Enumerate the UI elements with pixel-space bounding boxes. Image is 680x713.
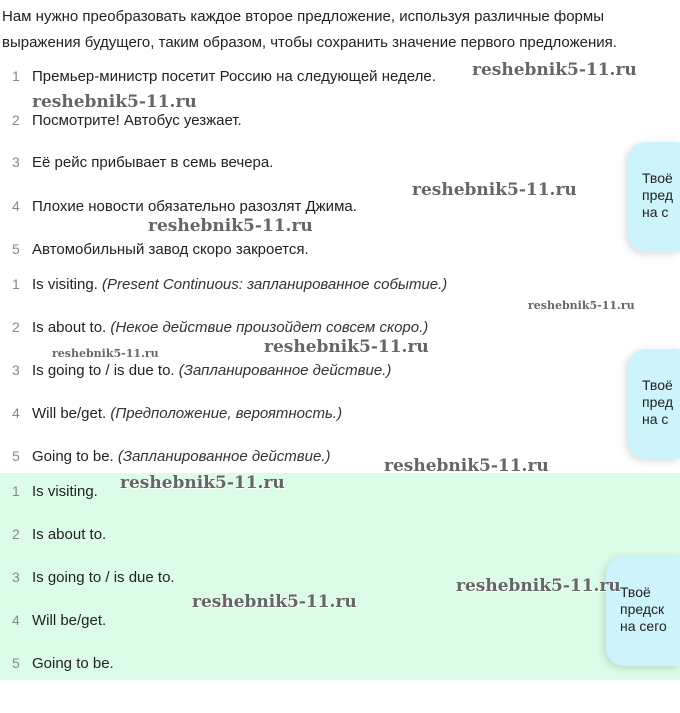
card-line: на с	[642, 411, 669, 427]
card-line: на сего	[620, 618, 667, 634]
item-number: 3	[12, 154, 20, 170]
item-text	[32, 276, 447, 293]
watermark: reshebnik5-11.ru	[192, 592, 357, 612]
item-main: Её рейс прибывает в семь вечера.	[32, 154, 274, 171]
chat-popup-card[interactable]	[628, 349, 680, 459]
chat-popup-card[interactable]	[606, 556, 680, 666]
item-number: 4	[12, 405, 20, 421]
item-number: 5	[12, 448, 20, 464]
item-main: Will be/get.	[32, 405, 107, 422]
item-main: Is going to / is due to.	[32, 362, 175, 379]
intro-text: Нам нужно преобразовать каждое второе предложение, используя различные формы выражения будущего, таким образом, чтобы сохранить значение первого предложения.	[2, 8, 617, 51]
item-text	[32, 198, 357, 215]
item-number: 5	[12, 655, 20, 671]
item-note: (Запланированное действие.)	[117, 448, 331, 465]
item-text	[32, 569, 175, 586]
watermark: reshebnik5-11.ru	[32, 92, 197, 112]
item-number: 2	[12, 319, 20, 335]
watermark: reshebnik5-11.ru	[52, 347, 159, 360]
item-text	[32, 112, 242, 129]
item-number: 4	[12, 198, 20, 214]
item-main: Посмотрите! Автобус уезжает.	[32, 112, 242, 129]
item-main: Will be/get.	[32, 612, 107, 629]
watermark: reshebnik5-11.ru	[412, 180, 577, 200]
item-main: Плохие новости обязательно разозлят Джима.	[32, 198, 357, 215]
item-number: 4	[12, 612, 20, 628]
item-text	[32, 612, 106, 629]
item-text	[32, 362, 391, 379]
item-note: (Предположение, вероятность.)	[110, 405, 343, 422]
item-number: 1	[12, 483, 20, 499]
watermark: reshebnik5-11.ru	[120, 473, 285, 493]
item-number: 5	[12, 241, 20, 257]
item-number: 2	[12, 112, 20, 128]
item-main: Автомобильный завод скоро закроется.	[32, 241, 309, 258]
item-text	[32, 448, 330, 465]
item-main: Is visiting.	[32, 276, 98, 293]
card-line: на с	[642, 204, 669, 220]
item-text	[32, 405, 342, 422]
item-main: Going to be.	[32, 448, 114, 465]
watermark: reshebnik5-11.ru	[528, 299, 635, 312]
item-main: Is visiting.	[32, 483, 98, 500]
item-text	[32, 154, 273, 171]
item-note: (Некое действие произойдет совсем скоро.)	[110, 319, 429, 336]
item-number: 3	[12, 569, 20, 585]
card-line: Твоё	[620, 584, 651, 600]
watermark: reshebnik5-11.ru	[456, 576, 621, 596]
card-line: Твоё	[642, 170, 673, 186]
card-line: пред	[642, 394, 674, 410]
watermark: reshebnik5-11.ru	[472, 60, 637, 80]
item-text	[32, 655, 114, 672]
item-main: Is going to / is due to.	[32, 569, 175, 586]
item-number: 1	[12, 276, 20, 292]
watermark: reshebnik5-11.ru	[148, 216, 313, 236]
watermark: reshebnik5-11.ru	[264, 337, 429, 357]
item-text	[32, 68, 436, 85]
item-main: Going to be.	[32, 655, 114, 672]
item-text	[32, 319, 428, 336]
item-number: 2	[12, 526, 20, 542]
item-note: (Запланированное действие.)	[178, 362, 392, 379]
item-number: 1	[12, 68, 20, 84]
card-line: предск	[620, 601, 665, 617]
item-text	[32, 526, 106, 543]
chat-popup-card[interactable]	[628, 142, 680, 252]
card-line: пред	[642, 187, 674, 203]
item-number: 3	[12, 362, 20, 378]
item-note: (Present Continuous: запланированное событие.)	[102, 276, 448, 293]
item-main: Is about to.	[32, 319, 107, 336]
card-line: Твоё	[642, 377, 673, 393]
item-main: Is about to.	[32, 526, 107, 543]
watermark: reshebnik5-11.ru	[384, 456, 549, 476]
item-main: Премьер-министр посетит Россию на следующей неделе.	[32, 68, 436, 85]
item-text	[32, 483, 98, 500]
item-text	[32, 241, 309, 258]
